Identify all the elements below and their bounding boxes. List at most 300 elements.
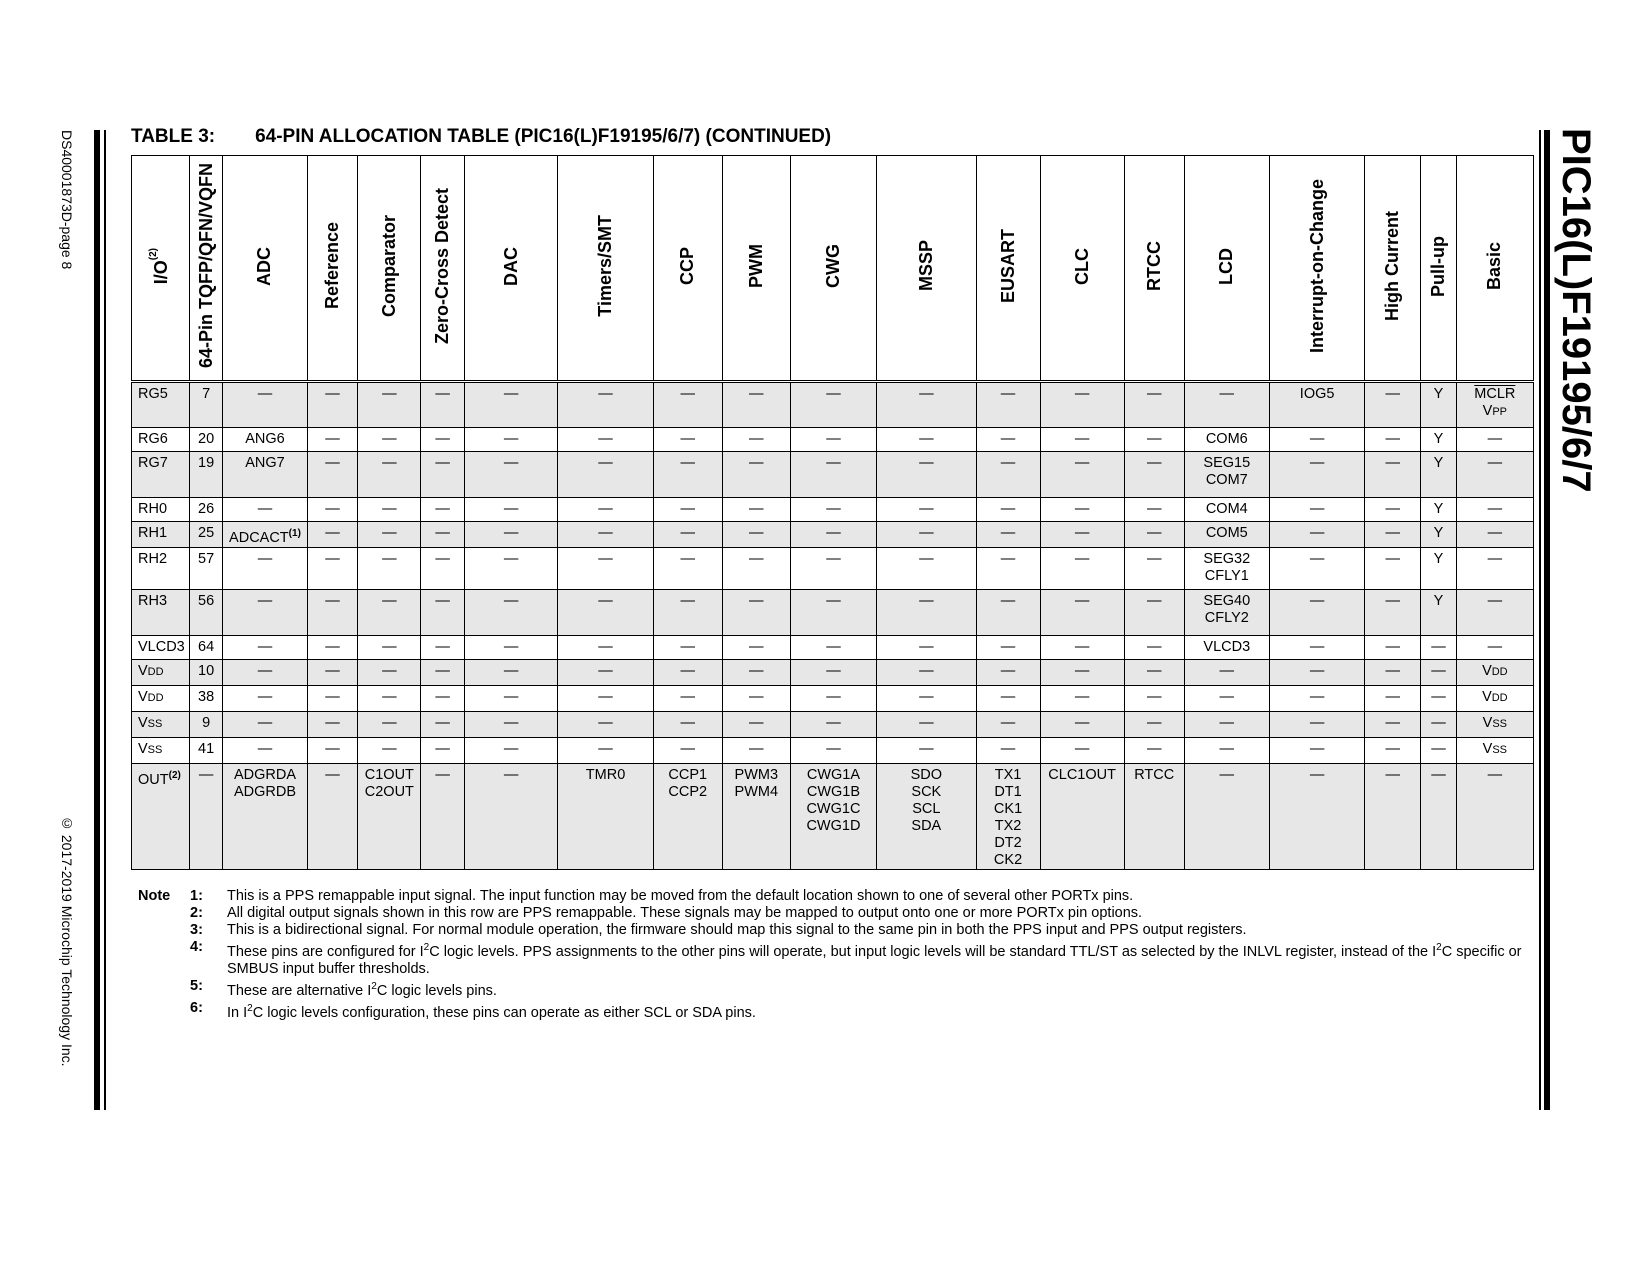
header-cell bbox=[421, 156, 465, 382]
table-cell: — bbox=[558, 589, 653, 635]
table-cell: C1OUT C2OUT bbox=[358, 763, 421, 869]
table-cell: — bbox=[1421, 685, 1457, 711]
table-cell: — bbox=[1040, 659, 1124, 685]
header-cell bbox=[464, 156, 557, 382]
table-cell: — bbox=[877, 685, 976, 711]
table-cell: Y bbox=[1421, 452, 1457, 498]
table-cell: — bbox=[1040, 711, 1124, 737]
header-cell bbox=[189, 156, 223, 382]
right-thick-rule bbox=[1544, 130, 1550, 1110]
header-label: Timers/SMT bbox=[595, 215, 616, 317]
table-cell: — bbox=[1456, 452, 1533, 498]
table-cell: — bbox=[976, 498, 1040, 522]
table-cell: — bbox=[358, 635, 421, 659]
table-cell: — bbox=[1421, 635, 1457, 659]
table-cell: — bbox=[1269, 737, 1364, 763]
table-cell: — bbox=[307, 498, 358, 522]
table-cell: — bbox=[653, 711, 722, 737]
table-cell: — bbox=[464, 452, 557, 498]
table-cell: — bbox=[1184, 382, 1269, 428]
table-cell: — bbox=[1040, 498, 1124, 522]
table-cell: — bbox=[976, 428, 1040, 452]
table-cell: — bbox=[1269, 547, 1364, 589]
table-cell: — bbox=[1040, 382, 1124, 428]
table-cell: VSS bbox=[1456, 737, 1533, 763]
table-cell: — bbox=[1421, 659, 1457, 685]
header-label: DAC bbox=[500, 246, 521, 286]
note-number: 1: bbox=[190, 888, 203, 904]
table-cell: — bbox=[1124, 428, 1184, 452]
header-label: ADC bbox=[254, 246, 275, 286]
table-cell: CWG1A CWG1B CWG1C CWG1D bbox=[790, 763, 876, 869]
table-cell: — bbox=[722, 452, 790, 498]
table-cell: — bbox=[1040, 589, 1124, 635]
table-cell: — bbox=[790, 382, 876, 428]
note-item bbox=[138, 1000, 1538, 1022]
table-cell: — bbox=[1184, 685, 1269, 711]
table-cell: — bbox=[1040, 452, 1124, 498]
table-cell: — bbox=[464, 659, 557, 685]
table-cell: — bbox=[421, 737, 465, 763]
table-cell: SEG40 CFLY2 bbox=[1184, 589, 1269, 635]
table-cell: — bbox=[1040, 685, 1124, 711]
table-cell: — bbox=[307, 659, 358, 685]
table-cell: — bbox=[790, 685, 876, 711]
table-cell: VDD bbox=[1456, 685, 1533, 711]
table-cell: — bbox=[1365, 498, 1421, 522]
table-cell: — bbox=[877, 659, 976, 685]
table-cell: — bbox=[1269, 589, 1364, 635]
table-cell: COM6 bbox=[1184, 428, 1269, 452]
table-cell: — bbox=[976, 737, 1040, 763]
table-cell: VDD bbox=[1456, 659, 1533, 685]
table-cell: — bbox=[1365, 382, 1421, 428]
table-cell: — bbox=[1124, 659, 1184, 685]
table-cell: — bbox=[358, 382, 421, 428]
table-row bbox=[132, 763, 1534, 869]
table-cell: — bbox=[1456, 589, 1533, 635]
table-cell: — bbox=[790, 737, 876, 763]
table-cell: — bbox=[464, 763, 557, 869]
table-cell: SEG32 CFLY1 bbox=[1184, 547, 1269, 589]
table-cell: — bbox=[1269, 522, 1364, 548]
table-cell: 26 bbox=[189, 498, 223, 522]
table-cell: TMR0 bbox=[558, 763, 653, 869]
table-cell: — bbox=[358, 452, 421, 498]
table-cell: — bbox=[307, 711, 358, 737]
table-cell: — bbox=[790, 452, 876, 498]
table-cell: — bbox=[722, 711, 790, 737]
table-cell: — bbox=[1365, 763, 1421, 869]
header-cell bbox=[132, 156, 190, 382]
header-label: CLC bbox=[1071, 247, 1092, 285]
table-cell: RH3 bbox=[132, 589, 190, 635]
note-text: This is a bidirectional signal. For normal module operation, the firmware should map this signal to the same pin in both the PPS input and PPS output registers. bbox=[227, 922, 1247, 938]
note-label bbox=[138, 905, 190, 922]
table-cell: — bbox=[722, 659, 790, 685]
table-cell: — bbox=[558, 635, 653, 659]
table-cell: — bbox=[421, 685, 465, 711]
note-label bbox=[138, 1000, 190, 1022]
table-cell: — bbox=[1269, 428, 1364, 452]
table-cell: — bbox=[223, 711, 307, 737]
table-cell: — bbox=[976, 711, 1040, 737]
note-label: Note bbox=[138, 888, 171, 904]
header-cell bbox=[1365, 156, 1421, 382]
table-cell: — bbox=[653, 547, 722, 589]
table-cell: — bbox=[877, 547, 976, 589]
note-item bbox=[138, 922, 1538, 939]
table-cell: ADCACT$^{(1)}$ bbox=[223, 522, 307, 548]
table-cell: RG6 bbox=[132, 428, 190, 452]
table-cell: — bbox=[358, 659, 421, 685]
table-cell: — bbox=[1365, 711, 1421, 737]
note-number: 5: bbox=[190, 977, 203, 994]
table-cell: VSS bbox=[132, 711, 190, 737]
table-cell: — bbox=[722, 382, 790, 428]
header-cell bbox=[722, 156, 790, 382]
table-cell: — bbox=[307, 428, 358, 452]
header-label: CWG bbox=[822, 244, 843, 288]
table-cell: — bbox=[653, 382, 722, 428]
table-cell: — bbox=[358, 498, 421, 522]
table-cell: — bbox=[464, 428, 557, 452]
note-item bbox=[138, 888, 1538, 905]
table-cell: — bbox=[976, 452, 1040, 498]
note-number: 6: bbox=[190, 999, 203, 1016]
table-cell: — bbox=[1456, 763, 1533, 869]
table-cell: — bbox=[1124, 522, 1184, 548]
table-cell: Y bbox=[1421, 428, 1457, 452]
table-cell: 19 bbox=[189, 452, 223, 498]
header-cell bbox=[976, 156, 1040, 382]
note-text: These are alternative $I^2C$ logic levels pins. bbox=[227, 980, 497, 999]
header-cell bbox=[358, 156, 421, 382]
header-label: RTCC bbox=[1143, 241, 1164, 291]
left-margin bbox=[59, 130, 81, 1110]
table-cell: — bbox=[307, 635, 358, 659]
table-row bbox=[132, 589, 1534, 635]
table-cell: — bbox=[722, 547, 790, 589]
note-text: This is a PPS remappable input signal. The input function may be moved from the default location shown to one of several other PORTx pins. bbox=[227, 888, 1134, 904]
table-caption bbox=[131, 126, 831, 148]
table-cell: — bbox=[421, 589, 465, 635]
table-cell: RG5 bbox=[132, 382, 190, 428]
table-cell: — bbox=[223, 547, 307, 589]
table-cell: — bbox=[421, 711, 465, 737]
header-label: PWM bbox=[745, 244, 766, 288]
table-cell: — bbox=[790, 522, 876, 548]
left-thin-rule bbox=[104, 130, 106, 1110]
table-cell: — bbox=[1124, 382, 1184, 428]
table-cell: — bbox=[877, 635, 976, 659]
table-cell: — bbox=[976, 522, 1040, 548]
table-label: TABLE 3: bbox=[131, 126, 216, 147]
table-cell: — bbox=[189, 763, 223, 869]
pin-allocation-table bbox=[131, 155, 1534, 870]
table-cell: VSS bbox=[132, 737, 190, 763]
table-cell: — bbox=[464, 635, 557, 659]
table-cell: — bbox=[307, 737, 358, 763]
table-cell: — bbox=[653, 737, 722, 763]
table-cell: RH0 bbox=[132, 498, 190, 522]
table-cell: — bbox=[1421, 711, 1457, 737]
table-cell: — bbox=[722, 589, 790, 635]
table-cell: — bbox=[722, 498, 790, 522]
table-cell: — bbox=[1124, 498, 1184, 522]
table-cell: — bbox=[223, 685, 307, 711]
left-thick-rule bbox=[94, 130, 100, 1110]
table-cell: — bbox=[722, 737, 790, 763]
table-cell: 10 bbox=[189, 659, 223, 685]
table-cell: — bbox=[976, 382, 1040, 428]
note-item bbox=[138, 905, 1538, 922]
table-cell: — bbox=[1365, 737, 1421, 763]
table-cell: RG7 bbox=[132, 452, 190, 498]
table-cell: 9 bbox=[189, 711, 223, 737]
table-row bbox=[132, 522, 1534, 548]
note-number: 4: bbox=[190, 939, 203, 955]
table-cell: — bbox=[1184, 659, 1269, 685]
table-cell: — bbox=[1269, 659, 1364, 685]
header-cell bbox=[1269, 156, 1364, 382]
header-cell bbox=[1421, 156, 1457, 382]
table-cell: — bbox=[976, 547, 1040, 589]
note-text: All digital output signals shown in this row are PPS remappable. These signals may be mapped to output onto one or more PORTx pin options. bbox=[227, 905, 1143, 921]
table-cell: VLCD3 bbox=[132, 635, 190, 659]
document-title: PIC16(L)F19195/6/7 bbox=[1554, 128, 1598, 493]
table-cell: Y bbox=[1421, 547, 1457, 589]
header-cell bbox=[307, 156, 358, 382]
table-cell: — bbox=[976, 635, 1040, 659]
table-cell: — bbox=[877, 522, 976, 548]
table-cell: — bbox=[358, 547, 421, 589]
table-cell: — bbox=[558, 737, 653, 763]
table-cell: — bbox=[223, 737, 307, 763]
table-cell: — bbox=[464, 685, 557, 711]
note-label bbox=[138, 922, 190, 939]
table-cell: — bbox=[653, 635, 722, 659]
table-cell: ADGRDA ADGRDB bbox=[223, 763, 307, 869]
table-cell: VSS bbox=[1456, 711, 1533, 737]
header-cell bbox=[1124, 156, 1184, 382]
table-row bbox=[132, 711, 1534, 737]
table-cell: — bbox=[1124, 589, 1184, 635]
table-cell: — bbox=[653, 498, 722, 522]
note-text: In $I^2C$ logic levels configuration, these pins can operate as either SCL or SDA pins. bbox=[227, 1002, 756, 1021]
table-cell: ANG7 bbox=[223, 452, 307, 498]
table-cell: 64 bbox=[189, 635, 223, 659]
table-cell: — bbox=[223, 589, 307, 635]
table-header-row bbox=[132, 156, 1534, 382]
table-cell: Y bbox=[1421, 589, 1457, 635]
table-cell: — bbox=[653, 428, 722, 452]
header-label: Pull-up bbox=[1427, 235, 1448, 297]
table-cell: — bbox=[976, 589, 1040, 635]
note-number: 2: bbox=[190, 905, 203, 921]
table-cell: — bbox=[223, 498, 307, 522]
table-cell: — bbox=[223, 635, 307, 659]
table-cell: VLCD3 bbox=[1184, 635, 1269, 659]
table-cell: — bbox=[1269, 763, 1364, 869]
table-cell: — bbox=[421, 659, 465, 685]
table-cell: — bbox=[1184, 711, 1269, 737]
table-cell: — bbox=[790, 659, 876, 685]
header-label: High Current bbox=[1382, 211, 1403, 321]
table-cell: — bbox=[358, 589, 421, 635]
note-text: These pins are configured for $I^2C$ logic levels. PPS assignments to the other pins will operate, but input logic levels will be standard TTL/ST as selected by the INLVL register, instead of the $I^2C$ specific or SMBUS input buffer thresholds. bbox=[227, 942, 1522, 977]
table-cell: — bbox=[1040, 737, 1124, 763]
table-row bbox=[132, 659, 1534, 685]
table-notes bbox=[138, 888, 1538, 1021]
table-cell: COM5 bbox=[1184, 522, 1269, 548]
table-cell: — bbox=[464, 547, 557, 589]
table-cell: 56 bbox=[189, 589, 223, 635]
header-label: Zero-Cross Detect bbox=[432, 187, 453, 345]
table-cell: — bbox=[790, 711, 876, 737]
note-label bbox=[138, 978, 190, 1000]
table-cell: VDD bbox=[132, 685, 190, 711]
table-cell: CCP1 CCP2 bbox=[653, 763, 722, 869]
header-cell bbox=[1456, 156, 1533, 382]
table-cell: Y bbox=[1421, 498, 1457, 522]
table-cell: RH2 bbox=[132, 547, 190, 589]
table-cell: 41 bbox=[189, 737, 223, 763]
table-cell: IOG5 bbox=[1269, 382, 1364, 428]
table-cell: — bbox=[421, 635, 465, 659]
table-cell: — bbox=[464, 382, 557, 428]
table-cell: — bbox=[307, 522, 358, 548]
table-cell: Y bbox=[1421, 382, 1457, 428]
header-cell bbox=[223, 156, 307, 382]
table-cell: SEG15 COM7 bbox=[1184, 452, 1269, 498]
table-cell: COM4 bbox=[1184, 498, 1269, 522]
table-cell: 38 bbox=[189, 685, 223, 711]
copyright: © 2017-2019 Microchip Technology Inc. bbox=[59, 815, 75, 1067]
table-cell: — bbox=[1124, 547, 1184, 589]
table-cell: — bbox=[653, 452, 722, 498]
table-cell: — bbox=[421, 428, 465, 452]
table-cell: — bbox=[1184, 737, 1269, 763]
table-cell: — bbox=[307, 382, 358, 428]
table-cell: PWM3 PWM4 bbox=[722, 763, 790, 869]
header-cell bbox=[1184, 156, 1269, 382]
table-cell: — bbox=[1269, 635, 1364, 659]
header-label: CCP bbox=[677, 246, 698, 285]
table-cell: — bbox=[558, 685, 653, 711]
table-row bbox=[132, 428, 1534, 452]
table-cell: — bbox=[722, 428, 790, 452]
table-cell: SDO SCK SCL SDA bbox=[877, 763, 976, 869]
table-cell: — bbox=[722, 522, 790, 548]
table-cell: — bbox=[558, 452, 653, 498]
table-cell: RTCC bbox=[1124, 763, 1184, 869]
table-cell: — bbox=[790, 547, 876, 589]
table-cell: — bbox=[1124, 737, 1184, 763]
table-row bbox=[132, 635, 1534, 659]
table-row bbox=[132, 547, 1534, 589]
table-cell: MCLR VPP bbox=[1456, 382, 1533, 428]
table-cell: — bbox=[464, 589, 557, 635]
table-cell: — bbox=[1124, 635, 1184, 659]
table-cell: — bbox=[1040, 547, 1124, 589]
header-cell bbox=[1040, 156, 1124, 382]
table-cell: — bbox=[464, 498, 557, 522]
header-label: EUSART bbox=[997, 228, 1018, 303]
table-cell: — bbox=[1269, 498, 1364, 522]
table-cell: — bbox=[558, 547, 653, 589]
table-cell: — bbox=[1421, 737, 1457, 763]
note-number: 3: bbox=[190, 922, 203, 938]
table-cell: — bbox=[558, 428, 653, 452]
table-cell: — bbox=[558, 382, 653, 428]
table-row bbox=[132, 382, 1534, 428]
table-cell: 57 bbox=[189, 547, 223, 589]
table-cell: 7 bbox=[189, 382, 223, 428]
table-cell: — bbox=[1365, 635, 1421, 659]
note-item bbox=[138, 978, 1538, 1000]
table-cell: — bbox=[653, 522, 722, 548]
table-cell: — bbox=[1365, 589, 1421, 635]
header-label: Interrupt-on-Change bbox=[1306, 179, 1327, 353]
note-label bbox=[138, 939, 190, 978]
table-cell: — bbox=[464, 737, 557, 763]
header-label: 64-Pin TQFP/QFN/VQFN bbox=[195, 163, 216, 369]
table-cell: — bbox=[1365, 452, 1421, 498]
table-cell: 25 bbox=[189, 522, 223, 548]
table-cell: — bbox=[877, 452, 976, 498]
table-cell: — bbox=[790, 428, 876, 452]
table-cell: — bbox=[1365, 547, 1421, 589]
table-cell: — bbox=[722, 635, 790, 659]
table-cell: — bbox=[558, 659, 653, 685]
table-row bbox=[132, 685, 1534, 711]
document-id: DS40001873D-page 8 bbox=[59, 130, 75, 270]
table-cell: — bbox=[790, 498, 876, 522]
table-cell: — bbox=[1365, 685, 1421, 711]
table-cell: — bbox=[558, 711, 653, 737]
header-cell bbox=[653, 156, 722, 382]
table-cell: — bbox=[358, 522, 421, 548]
table-cell: OUT$^{(2)}$ bbox=[132, 763, 190, 869]
table-cell: — bbox=[877, 711, 976, 737]
table-cell: VDD bbox=[132, 659, 190, 685]
table-cell: — bbox=[653, 685, 722, 711]
header-label: Comparator bbox=[378, 214, 399, 317]
table-cell: — bbox=[976, 659, 1040, 685]
table-cell: — bbox=[1269, 711, 1364, 737]
table-cell: — bbox=[1040, 522, 1124, 548]
header-cell bbox=[558, 156, 653, 382]
table-cell: RH1 bbox=[132, 522, 190, 548]
table-cell: — bbox=[653, 589, 722, 635]
table-cell: — bbox=[421, 452, 465, 498]
header-label: Basic bbox=[1484, 241, 1505, 291]
table-row bbox=[132, 452, 1534, 498]
table-cell: — bbox=[464, 711, 557, 737]
table-cell: — bbox=[877, 737, 976, 763]
table-row bbox=[132, 498, 1534, 522]
table-cell: — bbox=[307, 547, 358, 589]
table-cell: 20 bbox=[189, 428, 223, 452]
table-row bbox=[132, 737, 1534, 763]
table-cell: — bbox=[358, 428, 421, 452]
table-cell: TX1 DT1 CK1 TX2 DT2 CK2 bbox=[976, 763, 1040, 869]
table-cell: — bbox=[358, 685, 421, 711]
table-cell: — bbox=[1456, 522, 1533, 548]
table-cell: — bbox=[1365, 659, 1421, 685]
table-cell: — bbox=[421, 498, 465, 522]
